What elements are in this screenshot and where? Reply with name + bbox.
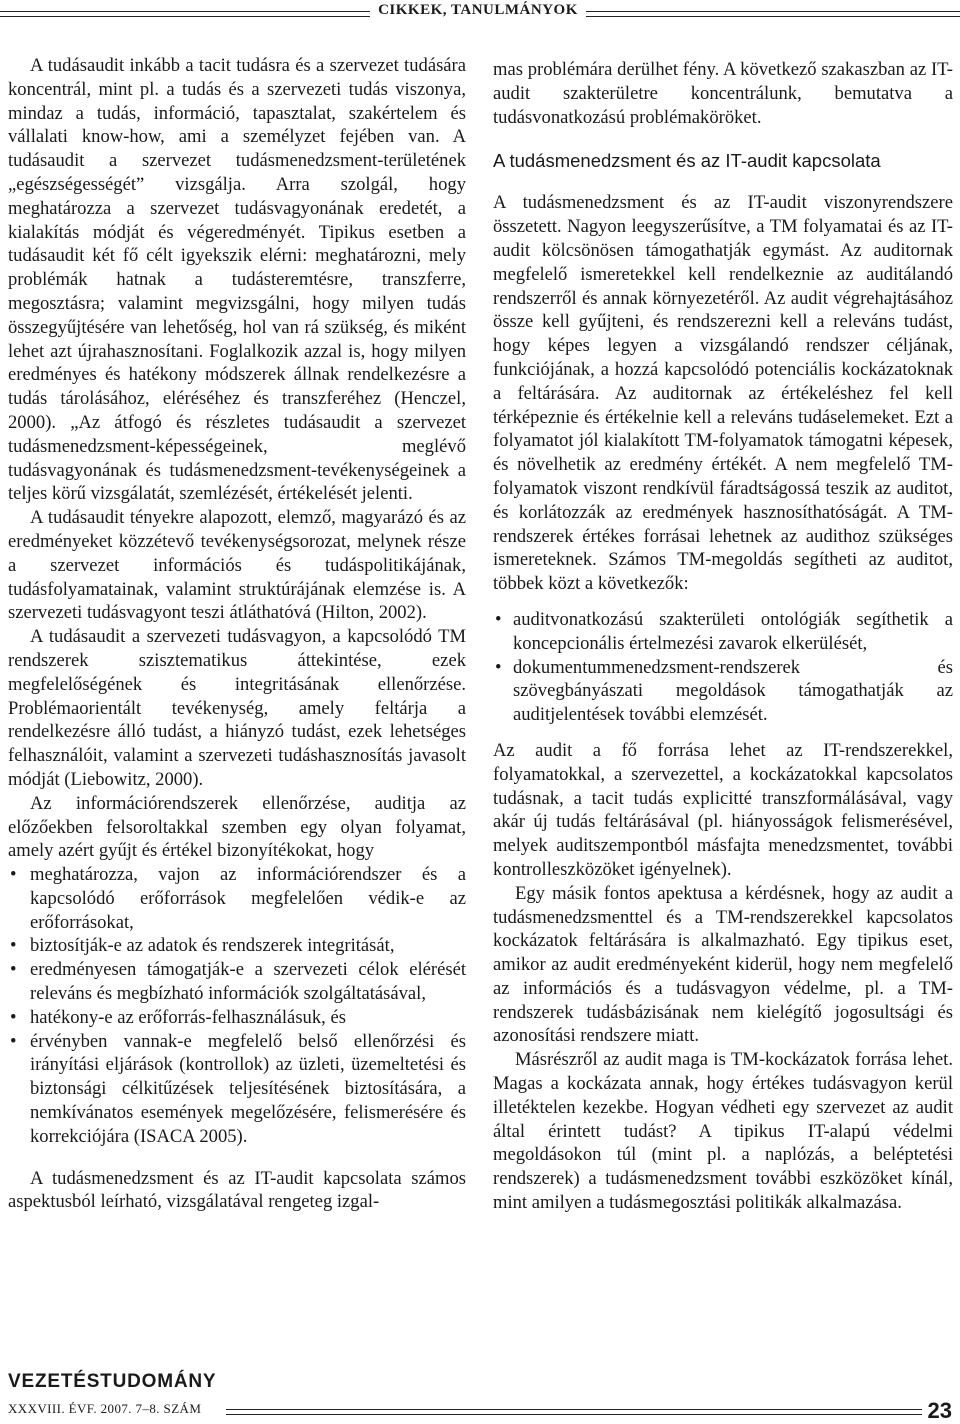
paragraph: A tudásaudit inkább a tacit tudásra és a szervezet tudására koncentrál, mint pl. a tudás és a szervezeti tudás viszonya, mindaz a tudás, információ, tapasztalat, szakértelem és vállalati know-how, ami a személyzet fejében van. A tudásaudit a szervezet tudásmenedzsment-területének „egészségességét” vizsgálja. Arra szolgál, hogy meghatározza a szervezet tudásvagyonának eredetét, a kialakítás módját és végeredményét. Tipikus esetben a tudásaudit két fő célt igyekszik elérni: meghatározni, mely problémák hatnak a tudásteremtésre, transzferre, megosztásra; valamint megvizsgálni, hogy milyen tudás összegyűjtésére van lehetőség, hol van rá szükség, és miként lehet azt újrahasznosítani. Foglalkozik azzal is, hogy milyen eredményes és hatékony módszerek állnak rendelkezésre a tudás tárolásához, eléréséhez és transzferéhez (Henczel, 2000). „Az átfogó és részletes tudásaudit a szervezet tudásmenedzsment-képességeinek, meglévő tudásvagyonának és tudásmenedzsment-tevékenységeinek a teljes körű vizsgálatát, szemlézését, értékelését jelenti. — [8, 55, 466, 505]
paragraph: A tudásmenedzsment és az IT-audit viszonyrendszere összetett. Nagyon leegyszerűsítve, a TM folyamatai és az IT-audit kölcsönösen támogathatják egymást. Az auditornak megfelelő ismeretekkel kell rendelkeznie az auditálandó rendszerről és annak környezetéről. Az audit végrehajtásához össze kell gyűjteni, és rendszerezni kell a releváns tudást, hogy képes legyen a vizsgálandó rendszer céljának, funkciójának, a hozzá kapcsolódó potenciális kockázatoknak a feltárására. Az auditornak az értékeléshez fel kell térképeznie és értékelnie kell a releváns tudáselemeket. Ezt a folyamatot jól kialakított TM-folyamatok támogatni képesek, és növelhetik az eredmény értékét. A nem megfelelő TM-folyamatok viszont rendkívül fáradtságossá teszik az auditot, és korlátozzák az eredmények hasznosíthatóságát. A TM-rendszerek értékes forrásai lehetnek az audithoz szükséges ismereteknek. Számos TM-megoldás segítheti az auditot, többek közt a következők: — [493, 192, 953, 595]
paragraph: mas problémára derülhet fény. A következő szakaszban az IT-audit szakterületre koncentrálunk, bemutatva a tudásvonatkozású problémaköröket. — [493, 59, 953, 128]
list-item: • meghatározza, vajon az információrendszer és a kapcsolódó erőforrások megfelelően védik-e az erőforrásokat, — [8, 863, 466, 934]
running-header — [0, 2, 960, 24]
list-item: • eredményesen támogatják-e a szervezeti célok elérését releváns és megbízható információk szolgáltatásával, — [8, 958, 466, 1006]
section-heading: A tudásmenedzsment és az IT-audit kapcsolata — [493, 150, 881, 172]
journal-name: VEZETÉSTUDOMÁNY — [8, 1371, 217, 1392]
list-item: • biztosítják-e az adatok és rendszerek integritását, — [8, 934, 466, 958]
header-rule-left — [0, 11, 370, 17]
paragraph: A tudásaudit tényekre alapozott, elemző, magyarázó és az eredményeket közzétevő tevékenységsorozat, melynek része a szervezet információs és tudáspolitikájának, tudásfolyamatainak, valamint struktúrájának elemzése is. A szervezeti tudásvagyont teszi átláthatóvá (Hilton, 2002). — [8, 507, 466, 624]
list-item: • auditvonatkozású szakterületi ontológiák segíthetik a koncepcionális értelmezési zavarok elkerülését, — [493, 608, 953, 656]
bullet-list — [493, 608, 953, 727]
list-item: • hatékony-e az erőforrás-felhasználásuk, és — [8, 1006, 466, 1030]
list-item: • dokumentummenedzsment-rendszerek és szövegbányászati megoldások támogathatják az auditjelentések további elemzését. — [493, 656, 953, 727]
issue-info: XXXVIII. ÉVF. 2007. 7–8. SZÁM — [8, 1401, 202, 1416]
footer-rule — [226, 1409, 922, 1415]
left-column — [8, 54, 466, 1214]
header-rule-right — [586, 11, 960, 17]
section-title: CIKKEK, TANULMÁNYOK — [378, 2, 578, 18]
paragraph: A tudásmenedzsment és az IT-audit kapcsolata számos aspektusból leírható, vizsgálatával rengeteg izgal- — [8, 1167, 466, 1213]
paragraph: A tudásaudit a szervezeti tudásvagyon, a kapcsolódó TM rendszerek szisztematikus áttekintése, ezek megfelelőségének és integritásának ellenőrzése. Problémaorientált tevékenység, amely feltárja a rendelkezésre álló tudást, a hiányzó tudást, ezek lehetséges felhasználóit, valamint a szervezeti tudáshasznosítás javasolt módját (Liebowitz, 2000). — [8, 626, 466, 790]
paragraph: Egy másik fontos apektusa a kérdésnek, hogy az audit a tudásmenedzsmenttel és a TM-rendszerekkel kapcsolatos kockázatok feltárására is alkalmazható. Egy tipikus eset, amikor az audit eredményeként kiderül, hogy nem megfelelő az információs és a tudásvagyon védelme, pl. a TM-rendszerek tudásbázisának nem kielégítő jogosultsági és azonosítási rendszere miatt. — [493, 882, 953, 1047]
paragraph: Az információrendszerek ellenőrzése, auditja az előzőekben felsoroltakkal szemben egy olyan folyamat, amely azért gyűjt és értékel bizonyítékokat, hogy — [8, 792, 466, 862]
bullet-list — [8, 863, 466, 1149]
page-number: 23 — [927, 1398, 952, 1423]
list-item: • érvényben vannak-e megfelelő belső ellenőrzési és irányítási eljárások (kontrollok) az üzleti, üzemeltetési és biztonsági célkitűzések teljesítésének biztosítására, a nemkívánatos események megelőzésére, felismerésére és korrekciójára (ISACA 2005). — [8, 1030, 466, 1149]
paragraph: Az audit a fő forrása lehet az IT-rendszerekkel, folyamatokkal, a szervezettel, a kockázatokkal kapcsolatos tudásnak, a tacit tudás explicitté transzformálásával, vagy akár új tudás feltárásával (pl. hiányosságok felismerésével, melyek auditszempontból másfajta menedzsmentet, további kontrolleszközöket igényelnek). — [493, 739, 953, 880]
paragraph: Másrészről az audit maga is TM-kockázatok forrása lehet. Magas a kockázata annak, hogy értékes tudásvagyon kerül illetéktelen kezekbe. Hogyan védheti egy szervezet az audit által érintett tudást? A tipikus IT-alapú védelmi megoldásokon túl (mint pl. a naplózás, a beléptetési rendszerek) a tudásmenedzsment további eszközöket kínál, mint amilyen a tudásmegosztási politikák alkalmazása. — [493, 1049, 953, 1214]
right-column — [493, 58, 953, 1215]
